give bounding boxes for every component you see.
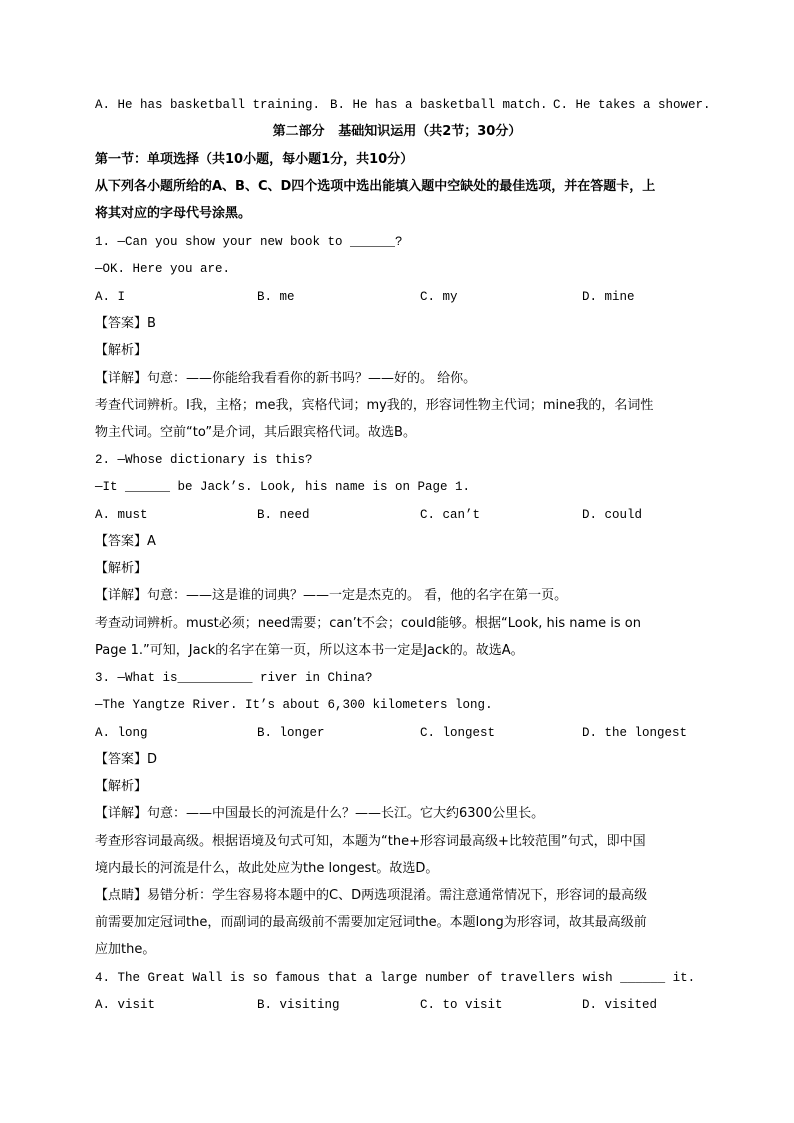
q4-option-b: B. visiting: [257, 998, 340, 1012]
top-option-a: A. He has basketball training.: [95, 98, 321, 112]
q3-detail: 【详解】句意：——中国最长的河流是什么？——长江。它大约6300公里长。: [95, 806, 545, 821]
q3-tip-3: 应加the。: [95, 942, 156, 957]
q4-option-d: D. visited: [582, 998, 658, 1012]
section1-title: 第一节：单项选择（共10小题，每小题1分，共10分）: [95, 152, 414, 167]
q1-reply: —OK. Here you are.: [95, 262, 231, 276]
q1-explain-1: 考查代词辨析。I我，主格；me我，宾格代词；my我的，形容词性物主代词；mine我的，名词性: [95, 398, 654, 413]
q3-reply: —The Yangtze River. It’s about 6,300 kilometers long.: [95, 698, 493, 712]
q1-analysis: 【解析】: [95, 343, 148, 358]
q3-option-d: D. the longest: [582, 726, 688, 740]
q2-stem: 2. —Whose dictionary is this?: [95, 453, 313, 467]
q1-stem: 1. —Can you show your new book to ______?: [95, 235, 403, 249]
q1-answer: 【答案】B: [95, 316, 156, 331]
q2-explain-2: Page 1.”可知，Jack的名字在第一页，所以这本书一定是Jack的。故选A。: [95, 643, 524, 658]
q3-option-a: A. long: [95, 726, 148, 740]
q2-option-c: C. can’t: [420, 508, 481, 522]
instructions-line-1: 从下列各小题所给的A、B、C、D四个选项中选出能填入题中空缺处的最佳选项，并在答题卡，上: [95, 179, 656, 194]
q3-stem: 3. —What is__________ river in China?: [95, 671, 373, 685]
q3-option-c: C. longest: [420, 726, 496, 740]
q1-option-c: C. my: [420, 290, 458, 304]
q3-explain-2: 境内最长的河流是什么，故此处应为the longest。故选D。: [95, 861, 439, 876]
q2-reply: —It ______ be Jack’s. Look, his name is on Page 1.: [95, 480, 471, 494]
q1-explain-2: 物主代词。空前“to”是介词，其后跟宾格代词。故选B。: [95, 425, 416, 440]
q4-option-a: A. visit: [95, 998, 156, 1012]
q3-tip-1: 【点睛】易错分析：学生容易将本题中的C、D两选项混淆。需注意通常情况下，形容词的最高级: [95, 888, 648, 903]
q2-option-a: A. must: [95, 508, 148, 522]
instructions-line-2: 将其对应的字母代号涂黑。: [95, 206, 252, 221]
q2-option-b: B. need: [257, 508, 310, 522]
q3-tip-2: 前需要加定冠词the，而副词的最高级前不需要加定冠词the。本题long为形容词，故其最高级前: [95, 915, 647, 930]
q3-answer: 【答案】D: [95, 752, 158, 767]
q1-option-a: A. I: [95, 290, 126, 304]
q3-analysis: 【解析】: [95, 779, 148, 794]
q2-detail: 【详解】句意：——这是谁的词典？——一定是杰克的。 看，他的名字在第一页。: [95, 588, 568, 603]
q2-analysis: 【解析】: [95, 561, 148, 576]
q1-option-d: D. mine: [582, 290, 635, 304]
part2-title: 第二部分 基础知识运用（共2节；30分）: [272, 124, 522, 139]
q2-option-d: D. could: [582, 508, 643, 522]
q4-option-c: C. to visit: [420, 998, 503, 1012]
top-option-c: C. He takes a shower.: [553, 98, 711, 112]
q3-option-b: B. longer: [257, 726, 325, 740]
q2-explain-1: 考查动词辨析。must必须；need需要；can’t不会；could能够。根据“Look, his name is on: [95, 616, 641, 631]
q2-answer: 【答案】A: [95, 534, 156, 549]
q1-detail: 【详解】句意：——你能给我看看你的新书吗？——好的。 给你。: [95, 371, 477, 386]
q3-explain-1: 考查形容词最高级。根据语境及句式可知，本题为“the+形容词最高级+比较范围”句式，即中国: [95, 834, 646, 849]
q4-stem: 4. The Great Wall is so famous that a large number of travellers wish ______ it.: [95, 971, 696, 985]
q1-option-b: B. me: [257, 290, 295, 304]
top-option-b: B. He has a basketball match.: [330, 98, 548, 112]
